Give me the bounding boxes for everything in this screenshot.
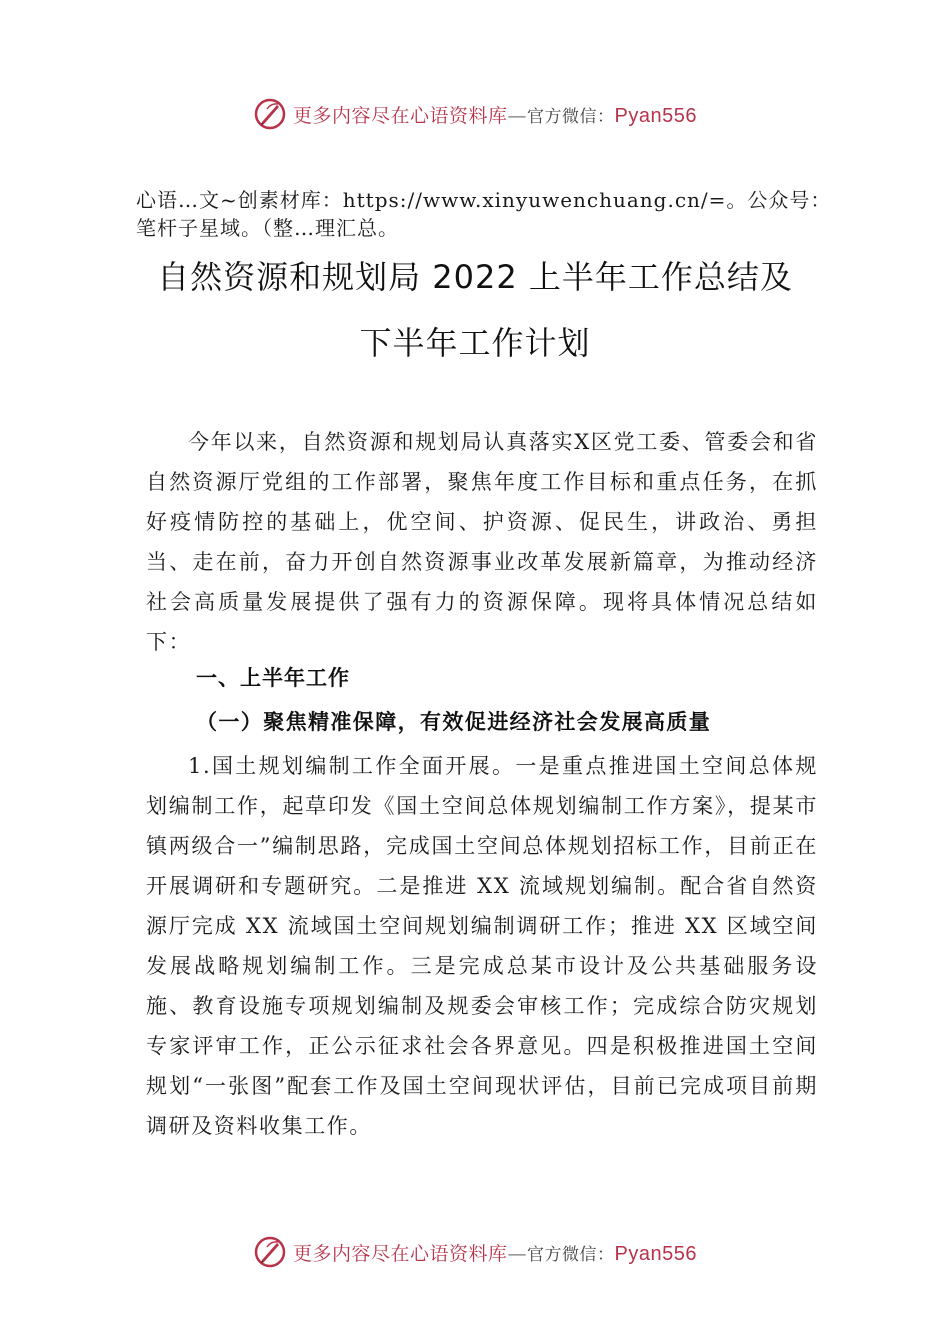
section-heading: 一、上半年工作 <box>196 666 350 690</box>
banner-text <box>293 1239 697 1266</box>
quill-pen-logo-icon <box>253 97 287 131</box>
document-title-line-1: 自然资源和规划局 2022 上半年工作总结及 <box>157 258 793 296</box>
footer-banner <box>0 1232 950 1272</box>
quill-pen-logo-icon <box>253 1235 287 1269</box>
document-title-line-2: 下半年工作计划 <box>359 324 591 362</box>
banner-slogan: 更多内容尽在心语资料库 <box>293 104 508 127</box>
banner-wechat-id: Pyan556 <box>614 104 697 127</box>
banner-separator: — <box>507 1242 528 1265</box>
banner-wechat-label: 官方微信： <box>527 1244 615 1265</box>
banner-wechat-id: Pyan556 <box>614 1242 697 1265</box>
intro-paragraph: 今年以来，自然资源和规划局认真落实X区党工委、管委会和省自然资源厅党组的工作部署，聚焦年度工作目标和重点任务，在抓好疫情防控的基础上，优空间、护资源、促民生，讲政治、勇担当、走在前，奋力开创自然资源事业改革发展新篇章，为推动经济社会高质量发展提供了强有力的资源保障。现将具体情况总结如下： <box>146 430 818 654</box>
banner-slogan: 更多内容尽在心语资料库 <box>293 1242 508 1265</box>
source-note: 心语…文~创素材库：https://www.xinyuwenchuang.cn/=。公众号：笔杆子星域。（整…理汇总。 <box>136 188 832 240</box>
banner-wechat-label: 官方微信： <box>527 106 615 127</box>
subsection-heading: （一）聚焦精准保障，有效促进经济社会发展高质量 <box>196 709 712 734</box>
header-banner <box>0 94 950 134</box>
banner-separator: — <box>507 104 528 127</box>
item-paragraph: 1.国土规划编制工作全面开展。一是重点推进国土空间总体规划编制工作，起草印发《国土空间总体规划编制工作方案》，提某市镇两级合一”编制思路，完成国土空间总体规划招标工作，目前正在开展调研和专题研究。二是推进 XX 流域规划编制。配合省自然资源厅完成 XX 流域国土空间规划编制调研工作；推进 XX 区域空间发展战略规划编制工作。三是完成总某市设计及公共基础服务设施、教育设施专项规划编制及规委会审核工作；完成综合防灾规划专家评审工作，正公示征求社会各界意见。四是积极推进国土空间规划“一张图”配套工作及国土空间现状评估，目前已完成项目前期调研及资料收集工作。 <box>146 754 818 1138</box>
banner-text <box>293 101 697 128</box>
